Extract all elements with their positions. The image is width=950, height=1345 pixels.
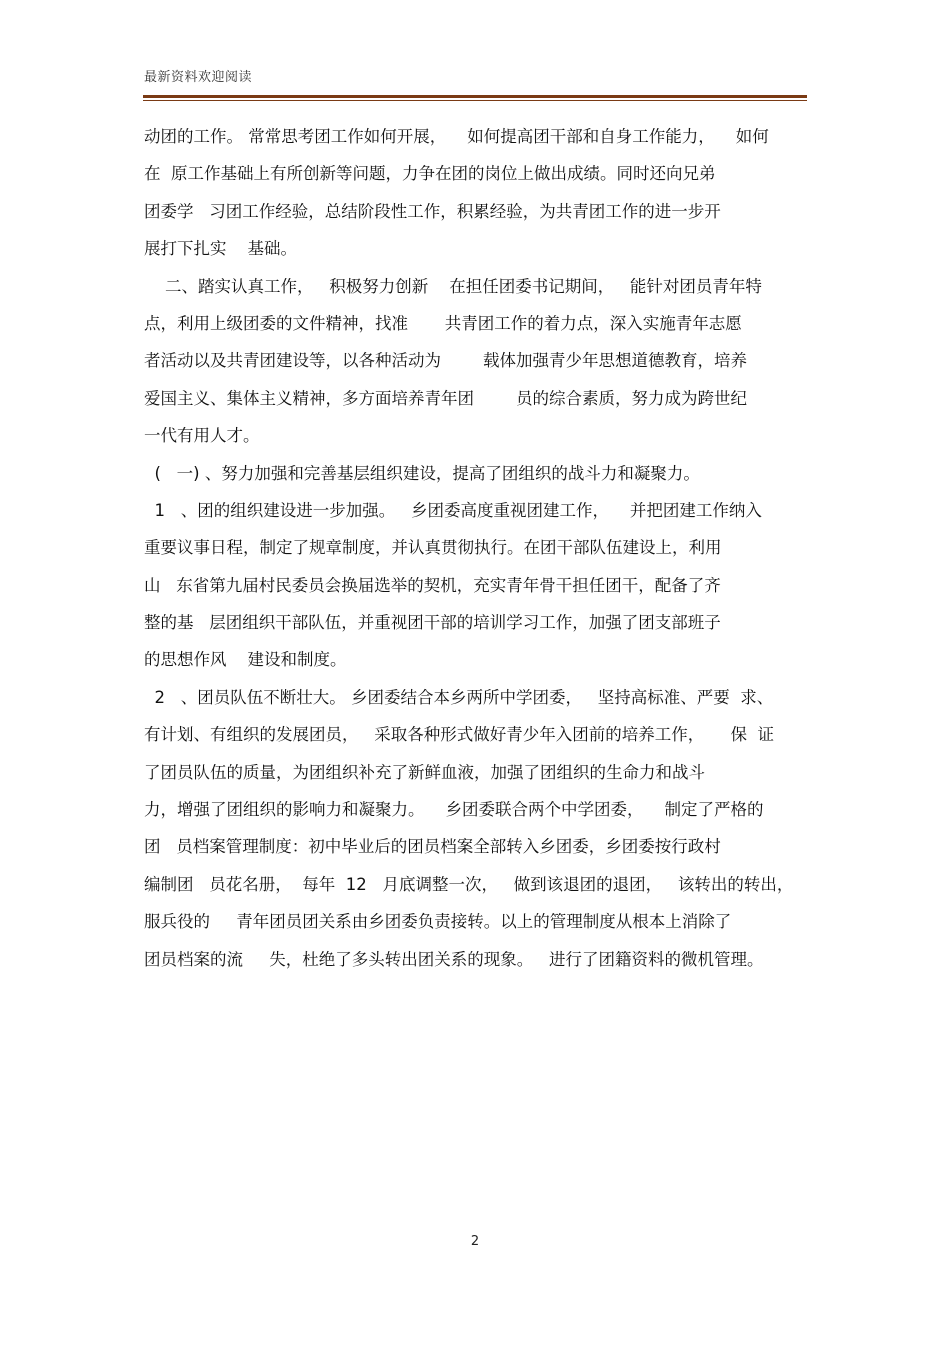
text-line: 有计划、有组织的发展团员， 采取各种形式做好青少年入团前的培养工作， 保 证 — [144, 725, 774, 745]
text-line: 山 东省第九届村民委员会换届选举的契机，充实青年骨干担任团干，配备了齐 — [144, 575, 721, 595]
header-rule-thick — [143, 95, 807, 98]
text-line: 团委学 习团工作经验，总结阶段性工作，积累经验，为共青团工作的进一步开 — [144, 201, 721, 221]
text-line: 的思想作风 建设和制度。 — [144, 650, 347, 670]
text-line: 展打下扎实 基础。 — [144, 239, 297, 259]
text-line: ( 一) 、努力加强和完善基层组织建设，提高了团组织的战斗力和凝聚力。 — [144, 463, 700, 483]
text-line: 团 员档案管理制度：初中毕业后的团员档案全部转入乡团委，乡团委按行政村 — [144, 837, 721, 857]
text-line: 爱国主义、集体主义精神，多方面培养青年团 员的综合素质，努力成为跨世纪 — [144, 388, 747, 408]
text-line: 服兵役的 青年团员团关系由乡团委负责接转。以上的管理制度从根本上消除了 — [144, 912, 732, 932]
text-line: 一代有用人才。 — [144, 426, 260, 446]
text-line: 重要议事日程，制定了规章制度，并认真贯彻执行。在团干部队伍建设上，利用 — [144, 538, 722, 558]
text-line: 2 、团员队伍不断壮大。 乡团委结合本乡两所中学团委， 坚持高标准、严要 求、 — [144, 687, 774, 707]
text-line: 整的基 层团组织干部队伍，并重视团干部的培训学习工作，加强了团支部班子 — [144, 613, 721, 633]
page-header: 最新资料欢迎阅读 — [144, 70, 253, 85]
text-line: 了团员队伍的质量，为团组织补充了新鲜血液，加强了团组织的生命力和战斗 — [144, 762, 705, 782]
document-body — [144, 118, 808, 978]
text-line: 力，增强了团组织的影响力和凝聚力。 乡团委联合两个中学团委， 制定了严格的 — [144, 800, 764, 820]
text-line: 编制团 员花名册， 每年 12 月底调整一次， 做到该退团的退团， 该转出的转出， — [144, 874, 794, 894]
text-line: 动团的工作。 常常思考团工作如何开展， 如何提高团干部和自身工作能力， 如何 — [144, 127, 769, 146]
text-line: 点，利用上级团委的文件精神，找准 共青团工作的着力点，深入实施青年志愿 — [144, 313, 742, 333]
text-line: 二、踏实认真工作， 积极努力创新 在担任团委书记期间， 能针对团员青年特 — [144, 276, 762, 296]
page-number: 2 — [470, 1234, 480, 1249]
text-line: 团员档案的流 失，杜绝了多头转出团关系的现象。 进行了团籍资料的微机管理。 — [144, 949, 764, 969]
text-line: 在 原工作基础上有所创新等问题，力争在团的岗位上做出成绩。同时还向兄弟 — [144, 164, 716, 184]
text-line: 者活动以及共青团建设等，以各种活动为 载体加强青少年思想道德教育，培养 — [144, 351, 747, 371]
text-line: 1 、团的组织建设进一步加强。 乡团委高度重视团建工作， 并把团建工作纳入 — [144, 500, 762, 520]
header-rule-thin — [143, 100, 807, 101]
